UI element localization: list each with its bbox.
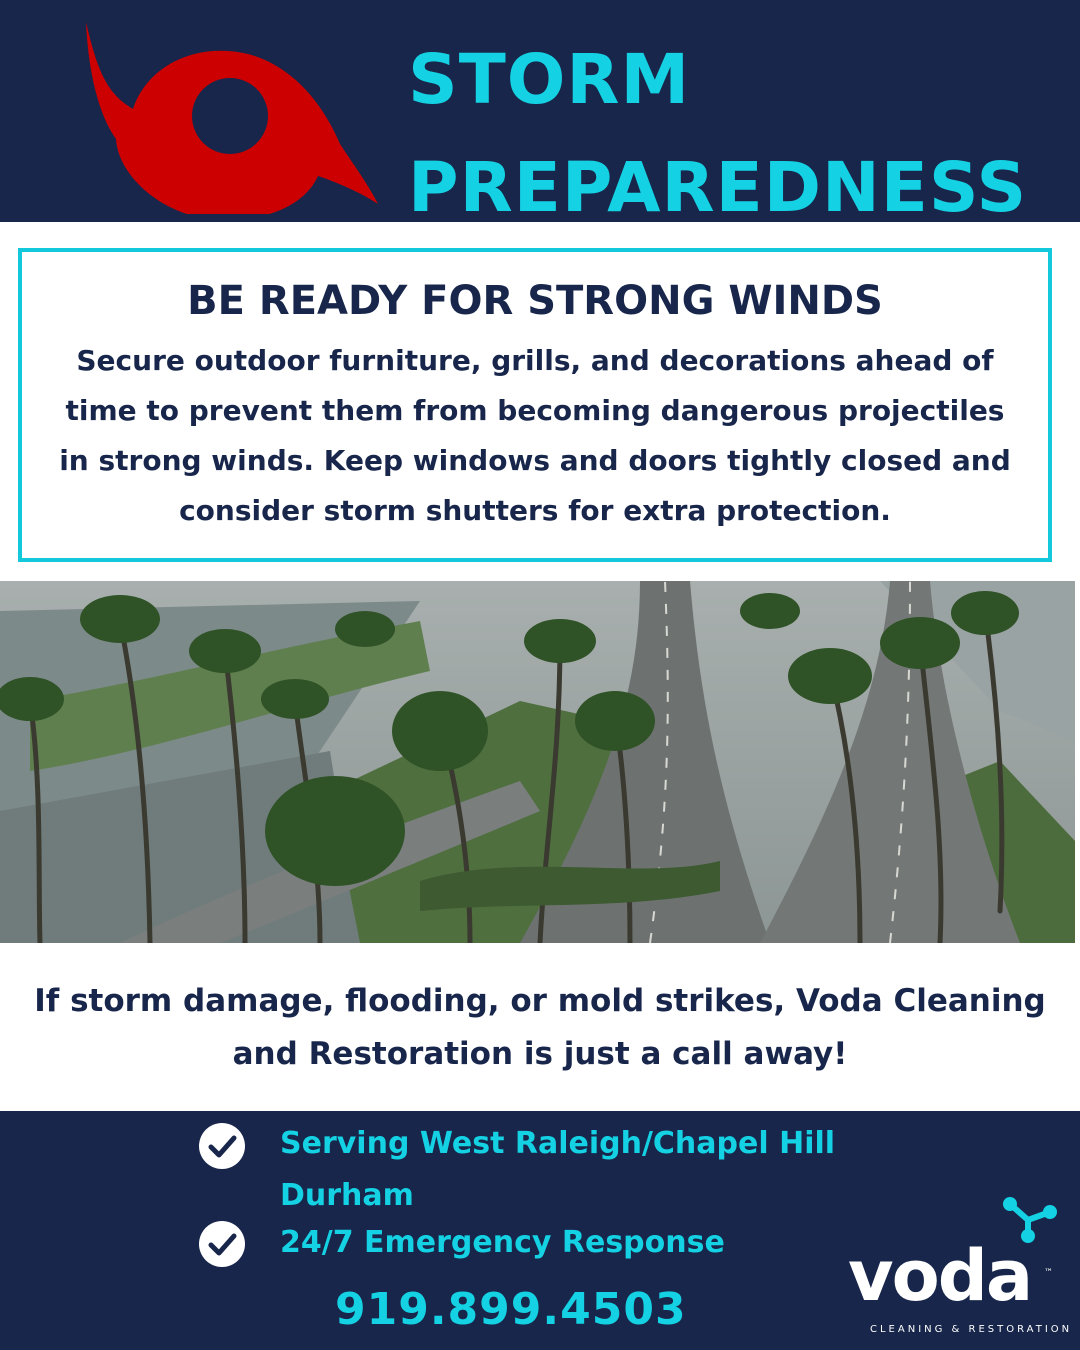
service-area-durham: Durham	[280, 1178, 414, 1213]
voda-wordmark: voda	[848, 1235, 1032, 1317]
title-line-storm: STORM	[408, 40, 691, 120]
checkmark-icon	[199, 1221, 245, 1267]
trademark-symbol: ™	[1044, 1268, 1053, 1278]
emergency-response: 24/7 Emergency Response	[280, 1225, 725, 1260]
checkmark-icon	[199, 1123, 245, 1169]
service-area-west-raleigh: Serving West Raleigh/Chapel Hill	[280, 1126, 836, 1161]
tip-body: Secure outdoor furniture, grills, and decorations ahead of time to prevent them from becoming dangerous projectiles in strong winds. Keep windows and doors tightly closed and consider storm shutters for extra protection.	[59, 344, 1011, 527]
title-line-preparedness: PREPAREDNESS	[408, 148, 1028, 228]
page-title	[408, 26, 1068, 242]
header-banner	[0, 0, 1080, 228]
hurricane-icon	[78, 14, 388, 214]
palm-trees-bending-in-storm-photo	[0, 581, 1075, 943]
voda-logo	[840, 1196, 1073, 1341]
logo-tagline: CLEANING & RESTORATION	[870, 1324, 1073, 1335]
phone-number[interactable]: 919.899.4503	[335, 1284, 687, 1335]
tip-heading: BE READY FOR STRONG WINDS	[187, 278, 883, 324]
tip-card	[18, 248, 1052, 562]
call-to-action-text: If storm damage, flooding, or mold strikes, Voda Cleaning and Restoration is just a call away!	[34, 983, 1046, 1072]
